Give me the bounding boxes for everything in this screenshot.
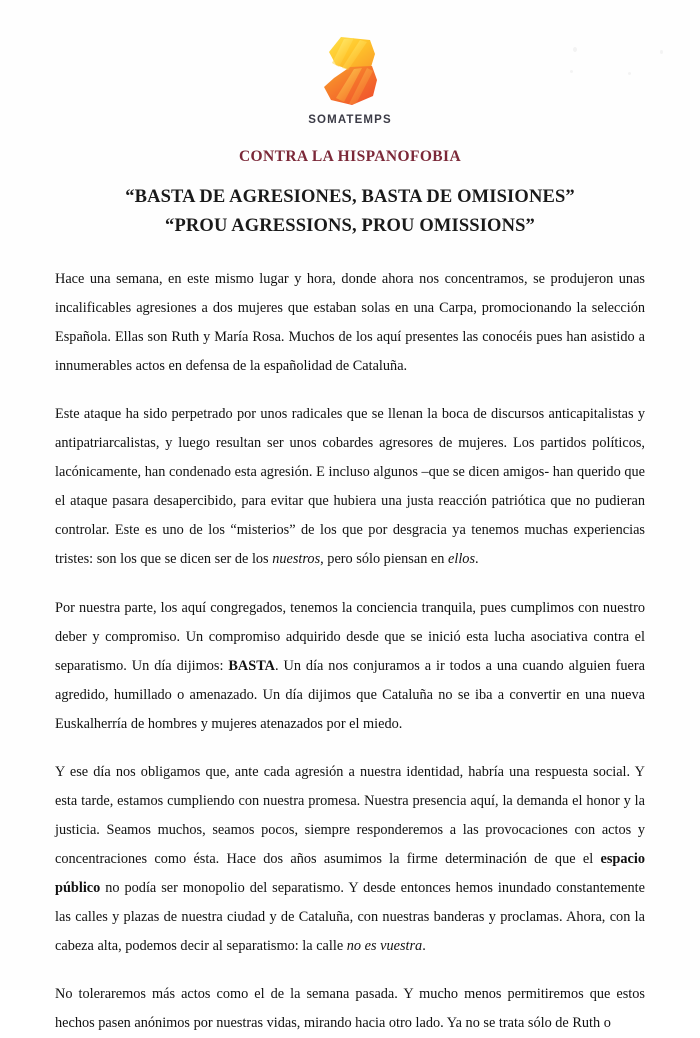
title-block: [0, 148, 700, 240]
organization-name: SOMATEMPS: [308, 114, 392, 126]
emphasis-italic: nuestros: [272, 551, 321, 568]
document-kicker: CONTRA LA HISPANOFOBIA: [238, 148, 462, 165]
text-run: , pero sólo piensan en: [320, 551, 448, 568]
headline-catalan: “PROU AGRESSIONS, PROU OMISSIONS”: [165, 215, 535, 236]
emphasis-italic: ellos: [448, 551, 476, 568]
text-run: Este ataque ha sido perpetrado por unos radicales que se llenan la boca de discursos anticapitalistas y antipatriarcalistas, y luego resultan ser unos cobardes agresores de mujeres. Los partidos políticos, lacónicamente, han condenado esta agresión. E incluso algunos –que se dicen amigos- han querido que el ataque pasara desapercibido, para evitar que hubiera una justa reacción patriótica que no pudieran controlar. Este es uno de los “misterios” de los que por desgracia ya tenemos muchas experiencias tristes: son los que se dicen ser de los: [55, 406, 645, 568]
emphasis-bold: BASTA: [228, 657, 276, 674]
text-run: .: [475, 551, 479, 568]
letterhead: [0, 0, 700, 126]
emphasis-italic: no es vuestra: [346, 937, 423, 954]
text-run: . Un día nos conjuramos a ir todos a una cuando alguien fuera agredido, humillado o amenazado. Un día dijimos que Cataluña no se iba a convertir en una nueva Euskalherría de hombres y mujeres atenazados por el miedo.: [55, 657, 646, 732]
text-run: Y ese día nos obligamos que, ante cada agresión a nuestra identidad, habría una respuesta social. Y esta tarde, estamos cumpliendo con nuestra promesa. Nuestra presencia aquí, la demanda el honor y la justicia. Seamos muchos, seamos pocos, siempre responderemos a las provocaciones con actos y concentraciones como ésta. Hace dos años asumimos la firme determinación de que el: [55, 763, 645, 867]
paragraph: [55, 594, 645, 739]
body-copy: [0, 265, 700, 1037]
somatemps-s-logo-icon: [314, 34, 386, 108]
paragraph: [55, 758, 645, 961]
paragraph: [55, 265, 645, 381]
text-run: .: [422, 937, 426, 954]
emphasis-bold: espacio público: [55, 850, 645, 896]
headline-spanish: “BASTA DE AGRESIONES, BASTA DE OMISIONES”: [125, 187, 575, 207]
text-run: No toleraremos más actos como el de la semana pasada. Y mucho menos permitiremos que estos hechos pasen anónimos por nuestras vidas, mirando hacia otro lado. Ya no se trata sólo de Ruth o: [55, 985, 645, 1031]
paragraph: [55, 400, 645, 574]
text-run: no podía ser monopolio del separatismo. Y desde entonces hemos inundado constantemente las calles y plazas de nuestra ciudad y de Cataluña, con nuestras banderas y proclamas. Ahora, con la cabeza alta, podemos decir al separatismo: la calle: [55, 879, 645, 954]
text-run: Por nuestra parte, los aquí congregados, tenemos la conciencia tranquila, pues cumplimos con nuestro deber y compromiso. Un compromiso adquirido desde que se inició esta lucha asociativa contra el separatismo. Un día dijimos:: [55, 599, 645, 674]
text-run: Hace una semana, en este mismo lugar y hora, donde ahora nos concentramos, se produjeron unas incalificables agresiones a dos mujeres que estaban solas en una Carpa, promocionando la selección Española. Ellas son Ruth y María Rosa. Muchos de los aquí presentes las conocéis pues han asistido a innumerables actos en defensa de la españolidad de Cataluña.: [55, 271, 645, 375]
paragraph: [55, 980, 645, 1038]
